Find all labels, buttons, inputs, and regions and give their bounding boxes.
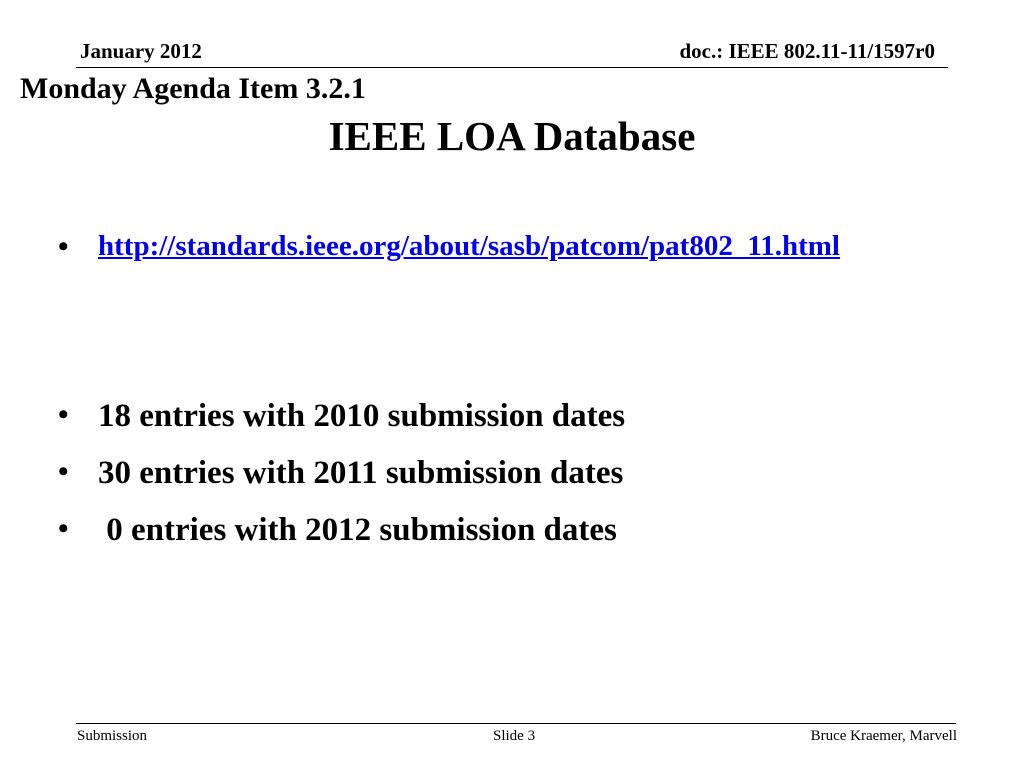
bullet-text: 0 entries with 2012 submission dates xyxy=(98,512,617,548)
footer-slide-number: Slide 3 xyxy=(493,728,536,744)
bullet-link-item xyxy=(58,230,840,331)
bullet-marker: • xyxy=(58,230,69,263)
bullet-marker: • xyxy=(58,398,69,431)
bullet-marker: • xyxy=(58,455,69,488)
loa-database-link[interactable]: http://standards.ieee.org/about/sasb/patcom/pat802_11.html xyxy=(98,230,840,262)
bullet-item-2012 xyxy=(58,512,617,613)
footer-rule xyxy=(76,723,956,724)
agenda-item: Monday Agenda Item 3.2.1 xyxy=(20,72,366,105)
slide-title: IEEE LOA Database xyxy=(328,113,696,159)
bullet-marker: • xyxy=(58,512,69,545)
footer-author: Bruce Kraemer, Marvell xyxy=(810,728,957,744)
bullet-text: 30 entries with 2011 submission dates xyxy=(98,455,624,491)
footer-submission: Submission xyxy=(77,728,148,744)
header-rule xyxy=(76,67,948,68)
header-date: January 2012 xyxy=(80,39,202,63)
bullet-text: 18 entries with 2010 submission dates xyxy=(98,398,626,434)
header-doc-id: doc.: IEEE 802.11-11/1597r0 xyxy=(679,39,935,63)
